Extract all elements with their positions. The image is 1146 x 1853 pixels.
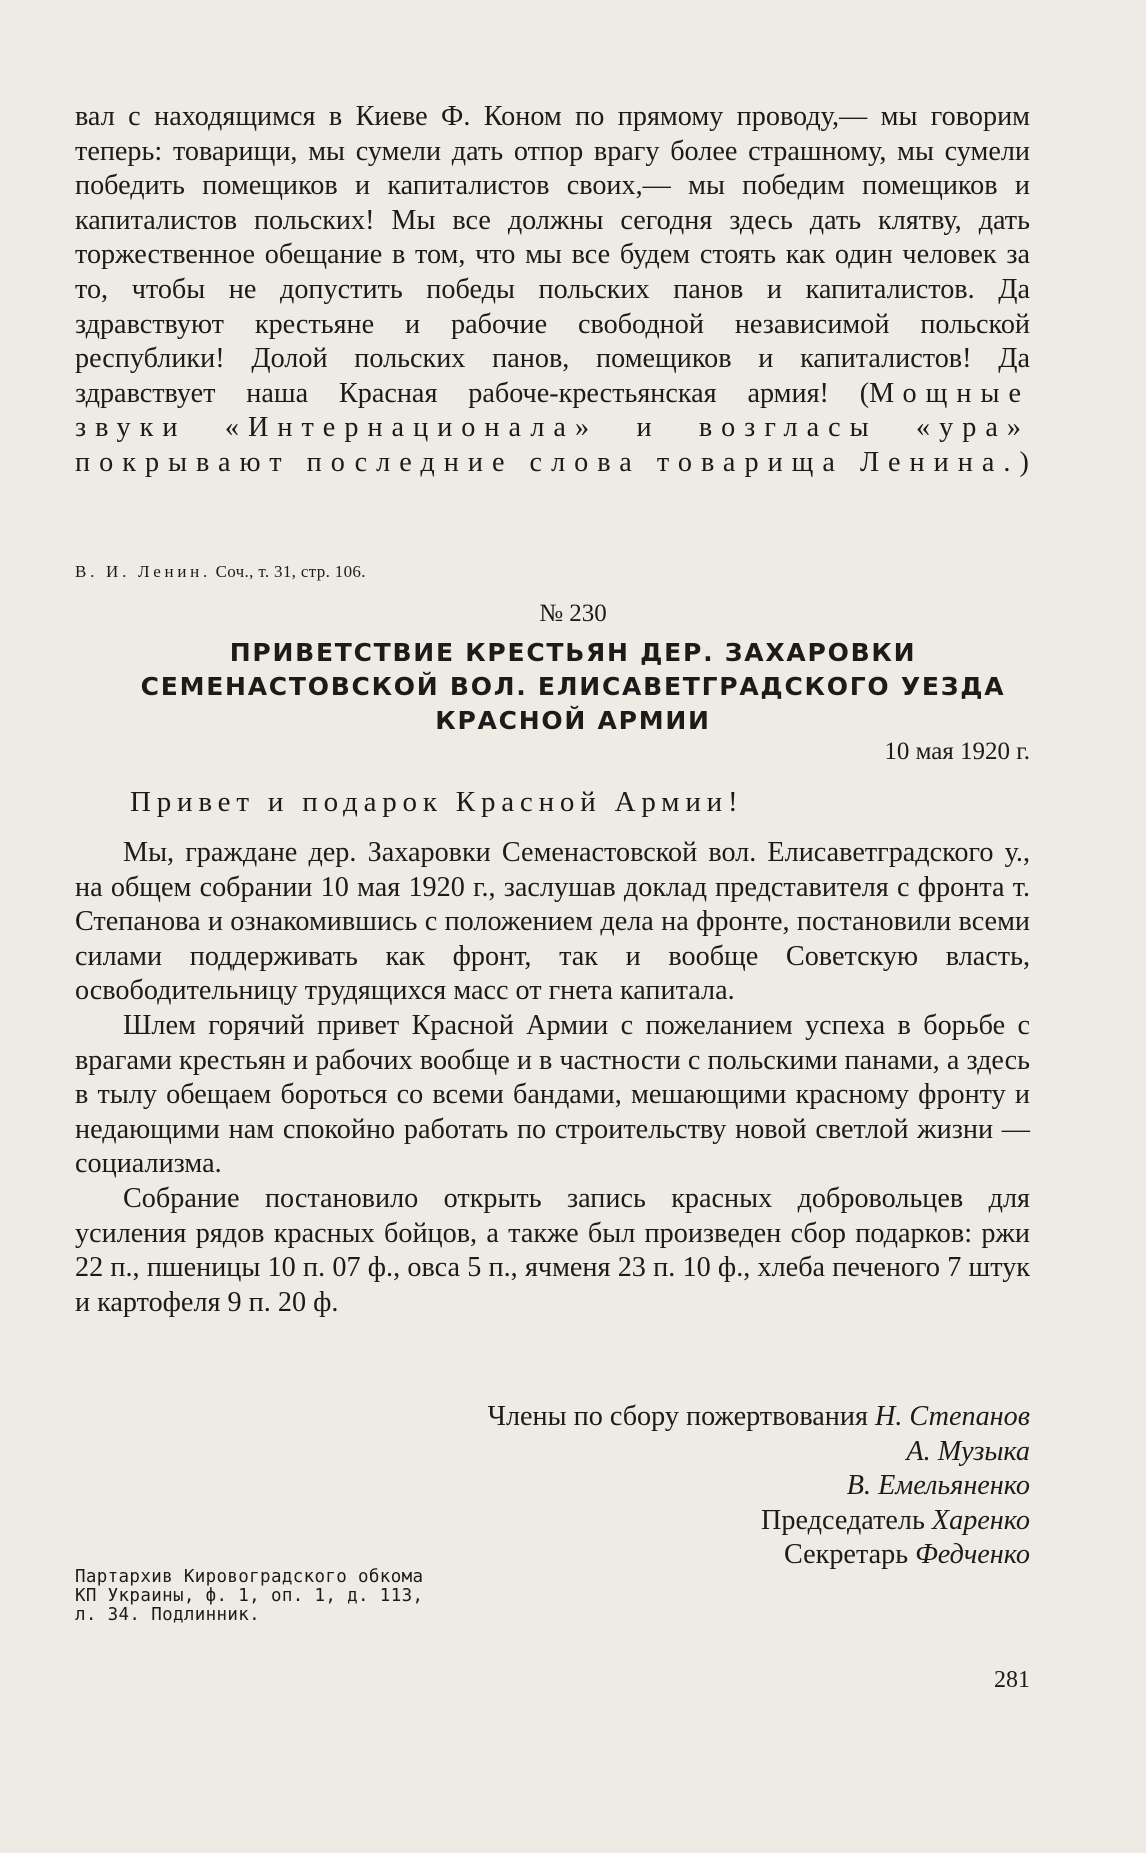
lenin-citation: Соч., т. 31, стр. 106.: [215, 562, 366, 581]
body-paragraph: Мы, граждане дер. Захаровки Семенастовской вол. Елисаветградского у., на общем собрании 10 мая 1920 г., заслушав доклад представителя с фронта т. Степанова и ознакомившись с положением дела на фронте, постановили всеми силами поддерживать как фронт, так и вообще Советскую власть, освободительницу трудящихся масс от гнета капитала.: [75, 837, 1030, 1007]
signature-name: Харенко: [931, 1504, 1030, 1536]
signature-line: [488, 1435, 1030, 1470]
archive-line: Партархив Кировоградского обкома: [75, 1567, 424, 1587]
speech-stage-direction: Мощные звуки «Интернационала» и возгласы «ура» покрывают последние слова товарища Ленина.: [75, 377, 1030, 478]
signature-role: Председатель: [761, 1504, 925, 1536]
signature-role: Члены по сбору пожертвования: [487, 1401, 868, 1432]
signature-name: А. Музыка: [906, 1435, 1030, 1467]
signature-line: [488, 1504, 1030, 1539]
signature-line: [488, 1400, 1030, 1435]
archive-reference: [75, 1568, 423, 1625]
signature-line: [488, 1469, 1030, 1504]
signature-name: Федченко: [915, 1539, 1030, 1571]
page-number: 281: [994, 1667, 1030, 1693]
greeting-heading: Привет и подарок Красной Армии!: [130, 786, 744, 818]
archive-line: л. 34. Подлинник.: [75, 1605, 261, 1625]
signature-role: Секретарь: [783, 1539, 909, 1571]
document-date: 10 мая 1920 г.: [884, 738, 1030, 765]
title-line: КРАСНОЙ АРМИИ: [435, 706, 711, 735]
document-number: № 230: [539, 600, 607, 627]
speech-text: вал с находящимся в Киеве Ф. Коном по прямому проводу,— мы говорим теперь: товарищи, мы сумели дать отпор врагу более страшному, мы сумели победить помещиков и капиталистов своих,— мы победим помещиков и капиталистов польских! Мы все должны сегодня здесь дать клятву, дать торжественное обещание в том, что мы все будем стоять как один человек за то, чтобы не допустить победы польских панов и капиталистов. Да здравствуют крестьяне и рабочие свободной независимой польской республики! Долой польских панов, помещиков и капиталистов! Да здравствует наша Красная рабоче-крестьянская армия! (: [75, 101, 1030, 409]
signature-name: Н. Степанов: [874, 1401, 1030, 1432]
signature-name: В. Емельяненко: [846, 1470, 1030, 1502]
title-line: СЕМЕНАСТОВСКОЙ ВОЛ. ЕЛИСАВЕТГРАДСКОГО УЕЗДА: [140, 672, 1006, 701]
document-body: [75, 836, 1030, 1320]
speech-closing-paren: ): [1019, 446, 1029, 478]
body-paragraph: Шлем горячий привет Красной Армии с пожеланием успеха в борьбе с врагами крестьян и рабочих вообще и в частности с польскими панами, а здесь в тылу обещаем бороться со всеми бандами, мешающими красному фронту и недающими нам спокойно работать по строительству новой светлой жизни — социализма.: [75, 1009, 1030, 1180]
archive-line: КП Украины, ф. 1, оп. 1, д. 113,: [75, 1586, 424, 1606]
speech-paragraph: [75, 100, 1030, 481]
lenin-source-citation: [75, 562, 366, 582]
lenin-author: В. И. Ленин.: [75, 562, 211, 581]
body-paragraph: Собрание постановило открыть запись красных добровольцев для усиления рядов красных бойцов, а также был произведен сбор подарков: ржи 22 п., пшеницы 10 п. 07 ф., овса 5 п., ячменя 23 п. 10 ф., хлеба печеного 7 штук и картофеля 9 п. 20 ф.: [75, 1182, 1030, 1318]
signature-line: [488, 1538, 1030, 1573]
title-line: ПРИВЕТСТВИЕ КРЕСТЬЯН ДЕР. ЗАХАРОВКИ: [229, 638, 917, 667]
document-title: [100, 636, 1046, 738]
speech-continuation: [75, 100, 1030, 481]
signature-block: [488, 1400, 1030, 1573]
